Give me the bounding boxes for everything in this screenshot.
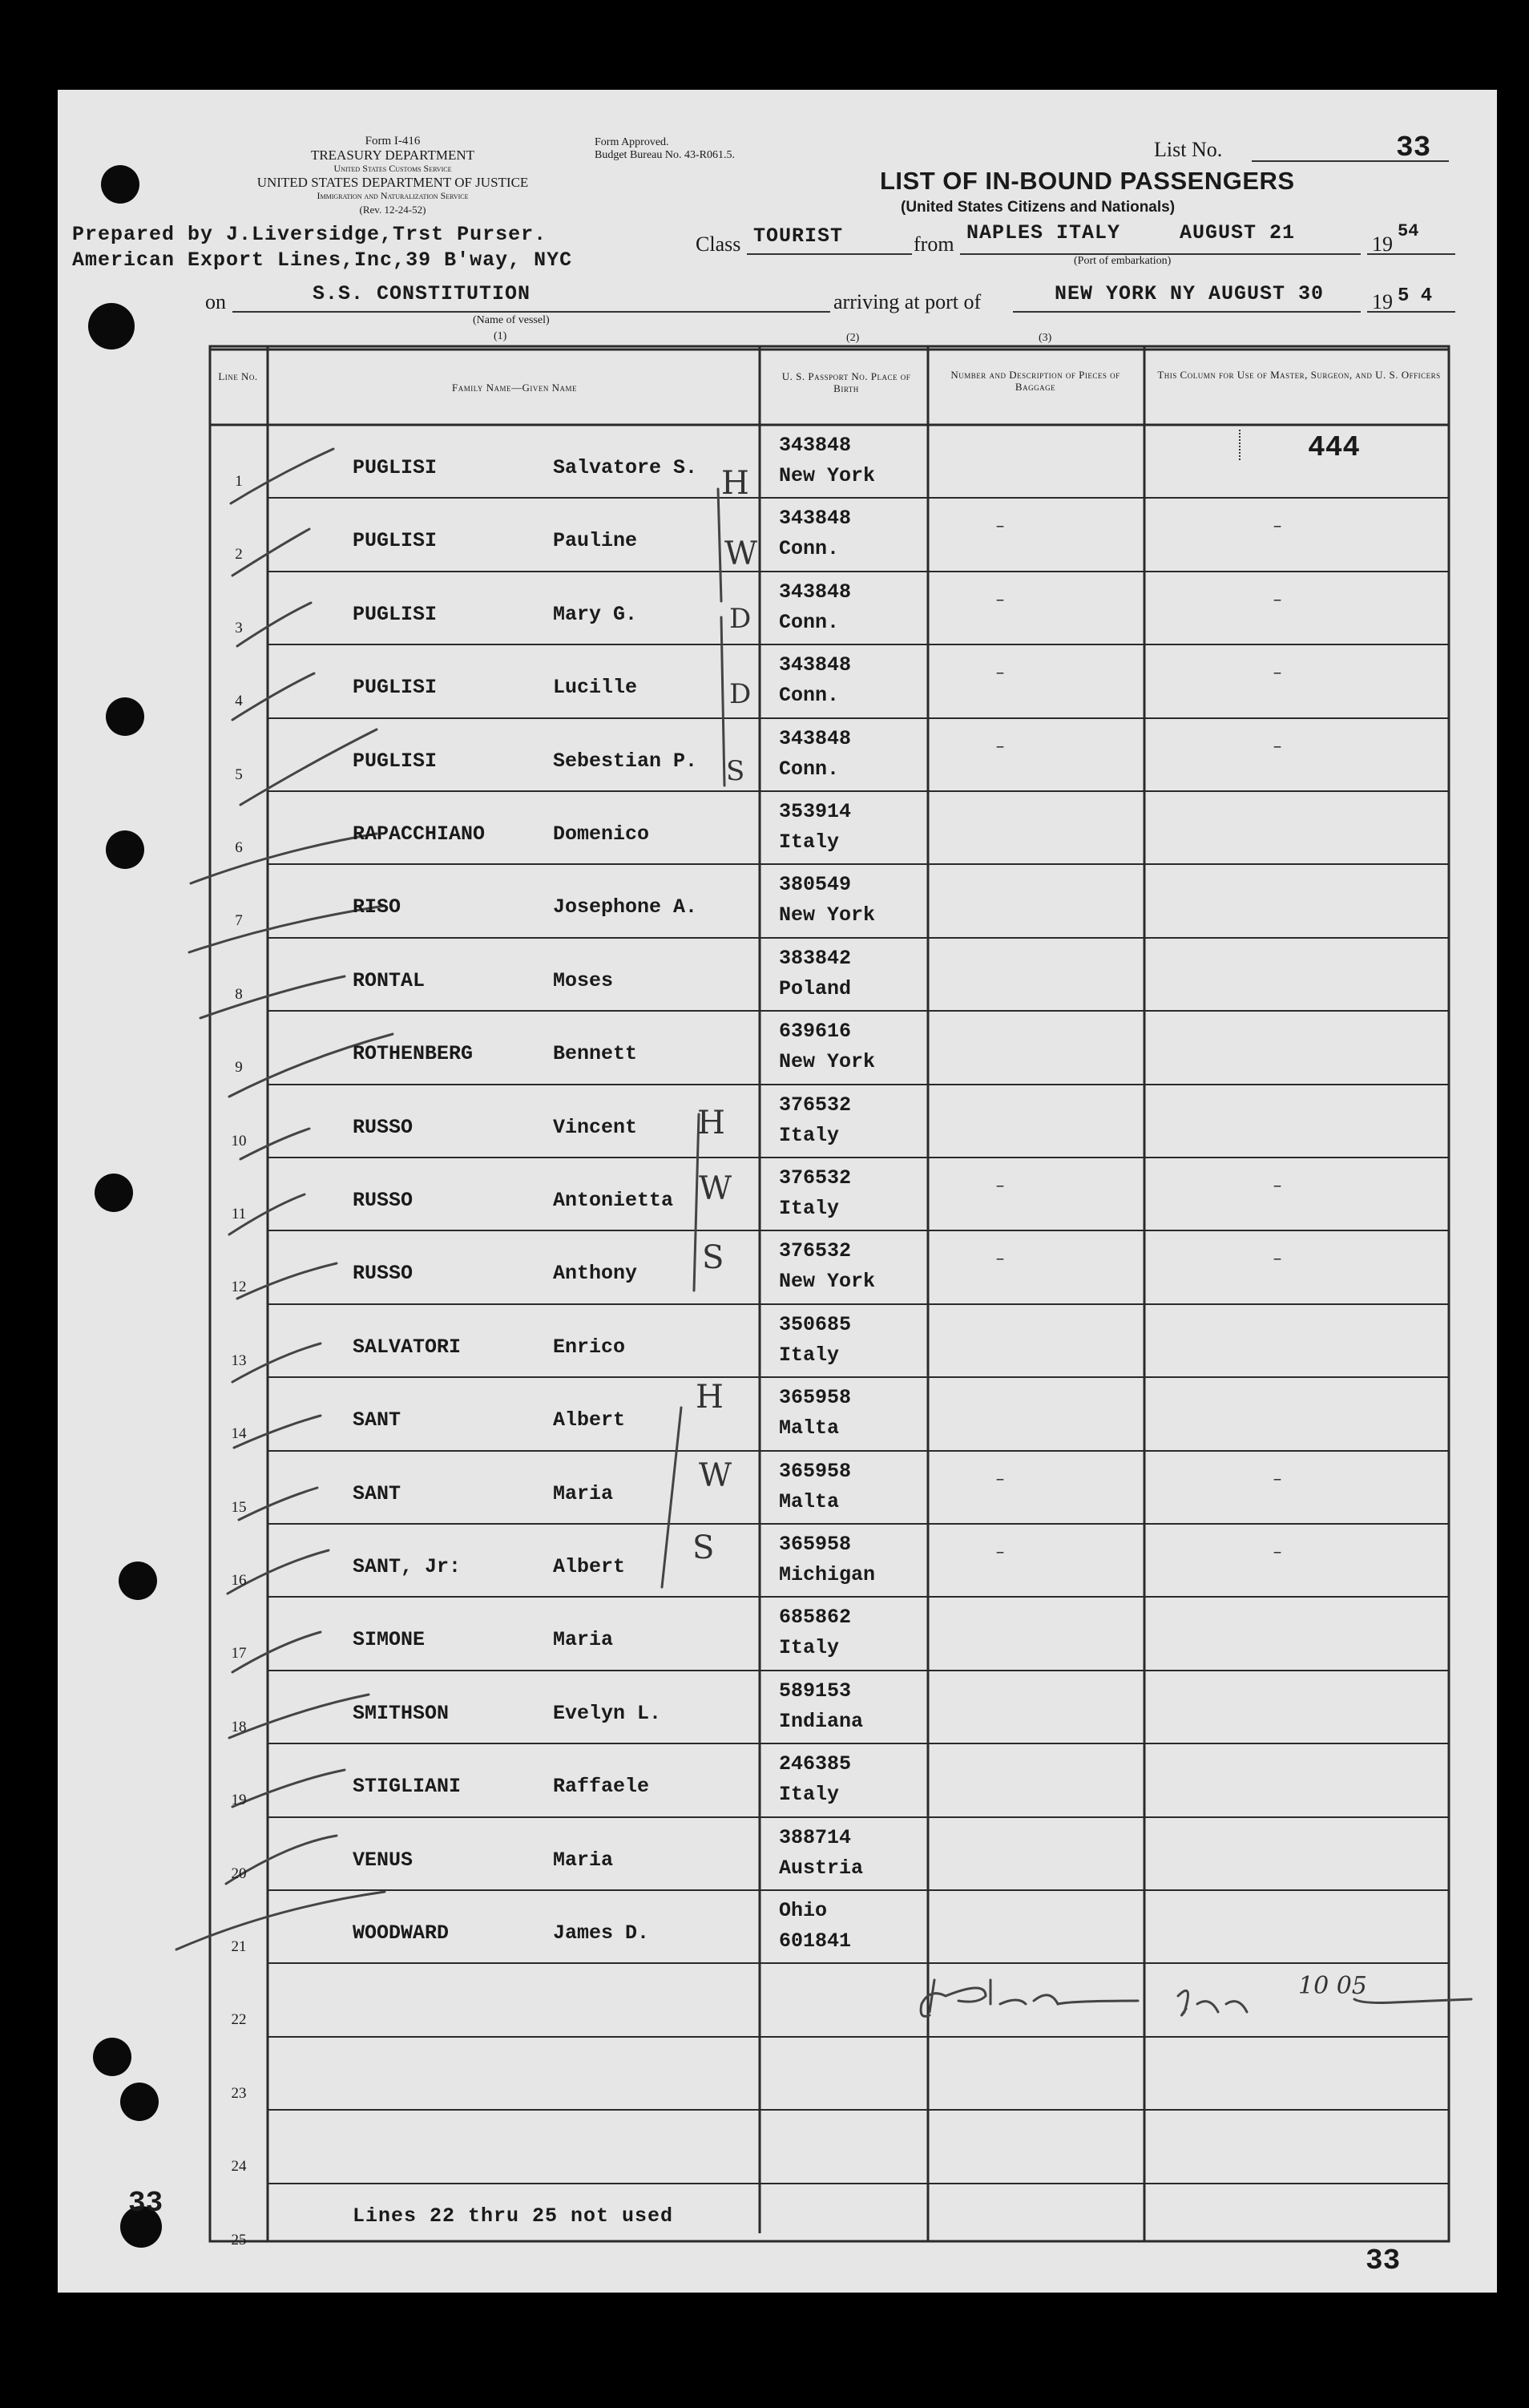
baggage: – [995, 518, 1006, 537]
departure-year-prefix: 19 [1372, 232, 1393, 256]
line-number: 1 [235, 473, 243, 490]
form-approved: Form Approved. [595, 136, 669, 148]
family-mark: S [692, 1529, 715, 1566]
list-number-label: List No. [1154, 138, 1223, 161]
given-name: Moses [553, 968, 614, 992]
table-row [0, 572, 1529, 645]
place-of-birth: Poland [779, 976, 852, 1000]
place-of-birth: New York [779, 464, 876, 487]
officer-use: – [1273, 591, 1283, 610]
table-row [0, 1671, 1529, 1744]
family-name: SANT, Jr: [353, 1555, 462, 1578]
arrival-port-date: NEW YORK NY AUGUST 30 [1055, 282, 1325, 305]
passport-number: 343848 [779, 653, 852, 677]
given-name: Mary G. [553, 602, 638, 626]
family-name: STIGLIANI [353, 1775, 462, 1799]
place-of-birth: Conn. [779, 537, 840, 561]
officer-use: – [1273, 1470, 1283, 1489]
baggage: – [995, 1178, 1006, 1196]
customs-service: United States Customs Service [333, 163, 452, 174]
baggage: – [995, 665, 1006, 684]
table-row [0, 1524, 1529, 1598]
passport-number: 589153 [779, 1679, 852, 1703]
family-name: SIMONE [353, 1628, 426, 1652]
line-number: 12 [231, 1279, 247, 1296]
place-of-birth: Conn. [779, 684, 840, 708]
column-header-passport: U. S. Passport No. Place of Birth [781, 370, 911, 394]
given-name: Maria [553, 1481, 614, 1505]
page-number-left: 33 [128, 2187, 163, 2220]
column-header-name: Family Name—Given Name [452, 382, 577, 394]
baggage: – [995, 591, 1006, 610]
place-of-birth: Indiana [779, 1709, 864, 1733]
family-mark: H [696, 1379, 724, 1416]
line-number: 20 [231, 1865, 247, 1882]
line-number: 24 [231, 2158, 247, 2176]
table-row [0, 1230, 1529, 1304]
port-of-embarkation-note: (Port of embarkation) [1074, 255, 1172, 267]
given-name: Salvatore S. [553, 456, 698, 479]
given-name: Josephone A. [553, 895, 698, 919]
table-row [0, 644, 1529, 718]
family-name: VENUS [353, 1848, 414, 1872]
given-name: Albert [553, 1408, 626, 1432]
place-of-birth: Italy [779, 1636, 840, 1660]
passport-number: 383842 [779, 946, 852, 970]
table-row [0, 2184, 1529, 2257]
column-header-line: Line No. [218, 370, 258, 382]
given-name: Antonietta [553, 1189, 674, 1212]
column-header-officers: This Column for Use of Master, Surgeon, and U. S. Officers [1157, 369, 1441, 381]
line-number: 6 [235, 839, 243, 856]
line-number: 19 [231, 1792, 247, 1809]
passport-number: 365958 [779, 1386, 852, 1410]
officer-number: 444 [1308, 431, 1360, 464]
family-mark: H [697, 1105, 725, 1141]
passport-number: 343848 [779, 726, 852, 750]
table-row [0, 2110, 1529, 2184]
family-name: ROTHENBERG [353, 1042, 474, 1066]
table-row [0, 2037, 1529, 2111]
given-name: Lucille [553, 676, 638, 700]
family-name: RUSSO [353, 1115, 414, 1139]
family-name: SANT [353, 1481, 401, 1505]
justice-department: UNITED STATES DEPARTMENT OF JUSTICE [256, 175, 529, 190]
table-row [0, 1011, 1529, 1085]
passport-number: 376532 [779, 1239, 852, 1263]
table-row [0, 791, 1529, 865]
ins-service: Immigration and Naturalization Service [317, 190, 469, 201]
line-number: 9 [235, 1059, 243, 1077]
table-row [0, 1817, 1529, 1891]
class-value: TOURIST [753, 224, 844, 248]
column-number-3: (3) [1039, 332, 1052, 344]
given-name: Sebestian P. [553, 749, 698, 773]
given-name: Albert [553, 1555, 626, 1578]
line-number: 21 [231, 1938, 247, 1955]
table-row [0, 1377, 1529, 1451]
place-of-birth: Italy [779, 1197, 840, 1220]
class-label: Class [696, 232, 741, 256]
given-name: Maria [553, 1848, 614, 1872]
passport-number: Ohio [779, 1899, 828, 1922]
arrival-year-suffix: 5 4 [1398, 285, 1433, 307]
line-number: 17 [231, 1645, 247, 1663]
family-mark: W [699, 1170, 732, 1207]
table-row [0, 1597, 1529, 1671]
passport-number: 350685 [779, 1312, 852, 1336]
line-number: 23 [231, 2084, 247, 2102]
place-of-birth: Italy [779, 1783, 840, 1807]
place-of-birth: Conn. [779, 610, 840, 634]
family-name: RISO [353, 895, 401, 919]
form-revision: (Rev. 12-24-52) [359, 204, 426, 216]
handwritten-time: 10 05 [1298, 1972, 1367, 2000]
column-number-1: (1) [494, 330, 507, 342]
line-number: 11 [231, 1206, 247, 1222]
place-of-birth: Austria [779, 1856, 864, 1880]
family-mark: W [699, 1457, 732, 1494]
line-number: 13 [231, 1351, 247, 1369]
place-of-birth: Italy [779, 830, 840, 854]
given-name: Bennett [553, 1042, 638, 1066]
on-label: on [205, 290, 226, 313]
line-number: 8 [235, 985, 243, 1003]
passport-number: 685862 [779, 1606, 852, 1630]
line-number: 4 [235, 693, 243, 710]
family-name: SALVATORI [353, 1335, 462, 1359]
place-of-birth: New York [779, 1270, 876, 1294]
departure-date: AUGUST 21 [1180, 221, 1296, 244]
table-row [0, 1451, 1529, 1525]
form-title: LIST OF IN-BOUND PASSENGERS [880, 167, 1295, 195]
family-name: PUGLISI [353, 456, 438, 479]
place-of-birth: Malta [779, 1489, 840, 1513]
line-number: 3 [235, 619, 243, 636]
passport-number: 343848 [779, 434, 852, 457]
passport-number: 639616 [779, 1020, 852, 1044]
given-name: Vincent [553, 1115, 638, 1139]
family-mark: D [729, 603, 752, 635]
family-name: PUGLISI [353, 749, 438, 773]
family-name: PUGLISI [353, 529, 438, 553]
family-name: WOODWARD [353, 1921, 450, 1945]
prepared-by-line-2: American Export Lines,Inc,39 B'way, NYC [72, 248, 573, 272]
from-label: from [914, 232, 954, 256]
embarkation-port: NAPLES ITALY [966, 221, 1121, 244]
column-number-2: (2) [846, 332, 860, 344]
page-number-right: 33 [1366, 2244, 1401, 2277]
family-name: PUGLISI [353, 602, 438, 626]
family-name: PUGLISI [353, 676, 438, 700]
place-of-birth: Michigan [779, 1563, 876, 1586]
line-number: 25 [231, 2231, 247, 2248]
officer-use: – [1273, 737, 1283, 757]
passport-number: 388714 [779, 1825, 852, 1849]
family-name: SANT [353, 1408, 401, 1432]
officer-use: – [1273, 1178, 1283, 1196]
treasury-department: TREASURY DEPARTMENT [310, 147, 475, 163]
form-subtitle: (United States Citizens and Nationals) [901, 199, 1176, 216]
family-mark: S [726, 755, 745, 787]
baggage: – [995, 1544, 1006, 1562]
family-mark: S [702, 1239, 724, 1276]
passport-number: 380549 [779, 873, 852, 897]
table-row [0, 1890, 1529, 1964]
departure-year-suffix: 54 [1398, 221, 1419, 241]
arrival-year-prefix: 19 [1372, 290, 1393, 313]
line-number: 16 [231, 1572, 247, 1589]
given-name: Evelyn L. [553, 1701, 662, 1725]
line-number: 15 [231, 1498, 247, 1516]
table-row [0, 1158, 1529, 1231]
budget-bureau: Budget Bureau No. 43-R061.5. [595, 149, 735, 161]
passport-number: 365958 [779, 1459, 852, 1483]
given-name: Enrico [553, 1335, 626, 1359]
line-number: 7 [235, 912, 243, 930]
table-row [0, 498, 1529, 572]
given-name: Anthony [553, 1262, 638, 1286]
family-name: SMITHSON [353, 1701, 450, 1725]
table-row [0, 1743, 1529, 1817]
officer-use: – [1273, 1250, 1283, 1270]
given-name: Raffaele [553, 1775, 650, 1799]
officer-use: – [1273, 665, 1283, 684]
family-name: RONTAL [353, 968, 426, 992]
form-number: Form I-416 [365, 135, 421, 147]
table-row [0, 938, 1529, 1012]
line-number: 22 [231, 2011, 247, 2029]
line-number: 2 [235, 546, 243, 564]
place-of-birth: New York [779, 1050, 876, 1074]
place-of-birth: Italy [779, 1343, 840, 1367]
table-row [0, 425, 1529, 499]
passport-number: 343848 [779, 507, 852, 531]
vessel-note: (Name of vessel) [473, 314, 550, 326]
place-of-birth: Conn. [779, 757, 840, 781]
column-header-baggage: Number and Description of Pieces of Baggage [950, 369, 1120, 393]
prepared-by-line-1: Prepared by J.Liversidge,Trst Purser. [72, 223, 547, 246]
table-row [0, 718, 1529, 792]
officer-use: – [1273, 1544, 1283, 1562]
line-number: 18 [231, 1718, 247, 1735]
place-of-birth: 601841 [779, 1929, 852, 1953]
table-row [0, 864, 1529, 938]
family-name: RUSSO [353, 1262, 414, 1286]
baggage: – [995, 1470, 1006, 1489]
passport-number: 376532 [779, 1093, 852, 1117]
place-of-birth: New York [779, 903, 876, 927]
table-row [0, 1085, 1529, 1158]
given-name: Domenico [553, 822, 650, 846]
baggage: – [995, 1250, 1006, 1270]
family-name: RUSSO [353, 1189, 414, 1212]
family-mark: W [724, 535, 758, 572]
place-of-birth: Italy [779, 1123, 840, 1147]
vessel-name: S.S. CONSTITUTION [313, 282, 531, 305]
passport-number: 365958 [779, 1533, 852, 1556]
place-of-birth: Malta [779, 1416, 840, 1440]
table-row [0, 1304, 1529, 1378]
family-mark: H [721, 465, 749, 502]
baggage: – [995, 737, 1006, 757]
passport-number: 353914 [779, 800, 852, 823]
line-number: 14 [231, 1425, 247, 1443]
given-name: Pauline [553, 529, 638, 553]
passport-number: 343848 [779, 580, 852, 604]
passport-number: 246385 [779, 1752, 852, 1776]
list-number: 33 [1396, 131, 1431, 164]
family-name: RAPACCHIANO [353, 822, 486, 846]
line-number: 5 [235, 766, 243, 783]
family-mark: D [729, 678, 752, 710]
line-number: 10 [231, 1132, 247, 1149]
arriving-label: arriving at port of [833, 290, 982, 313]
officer-use: – [1273, 518, 1283, 537]
footer-note: Lines 22 thru 25 not used [353, 2204, 674, 2228]
passport-number: 376532 [779, 1166, 852, 1190]
given-name: James D. [553, 1921, 650, 1945]
given-name: Maria [553, 1628, 614, 1652]
